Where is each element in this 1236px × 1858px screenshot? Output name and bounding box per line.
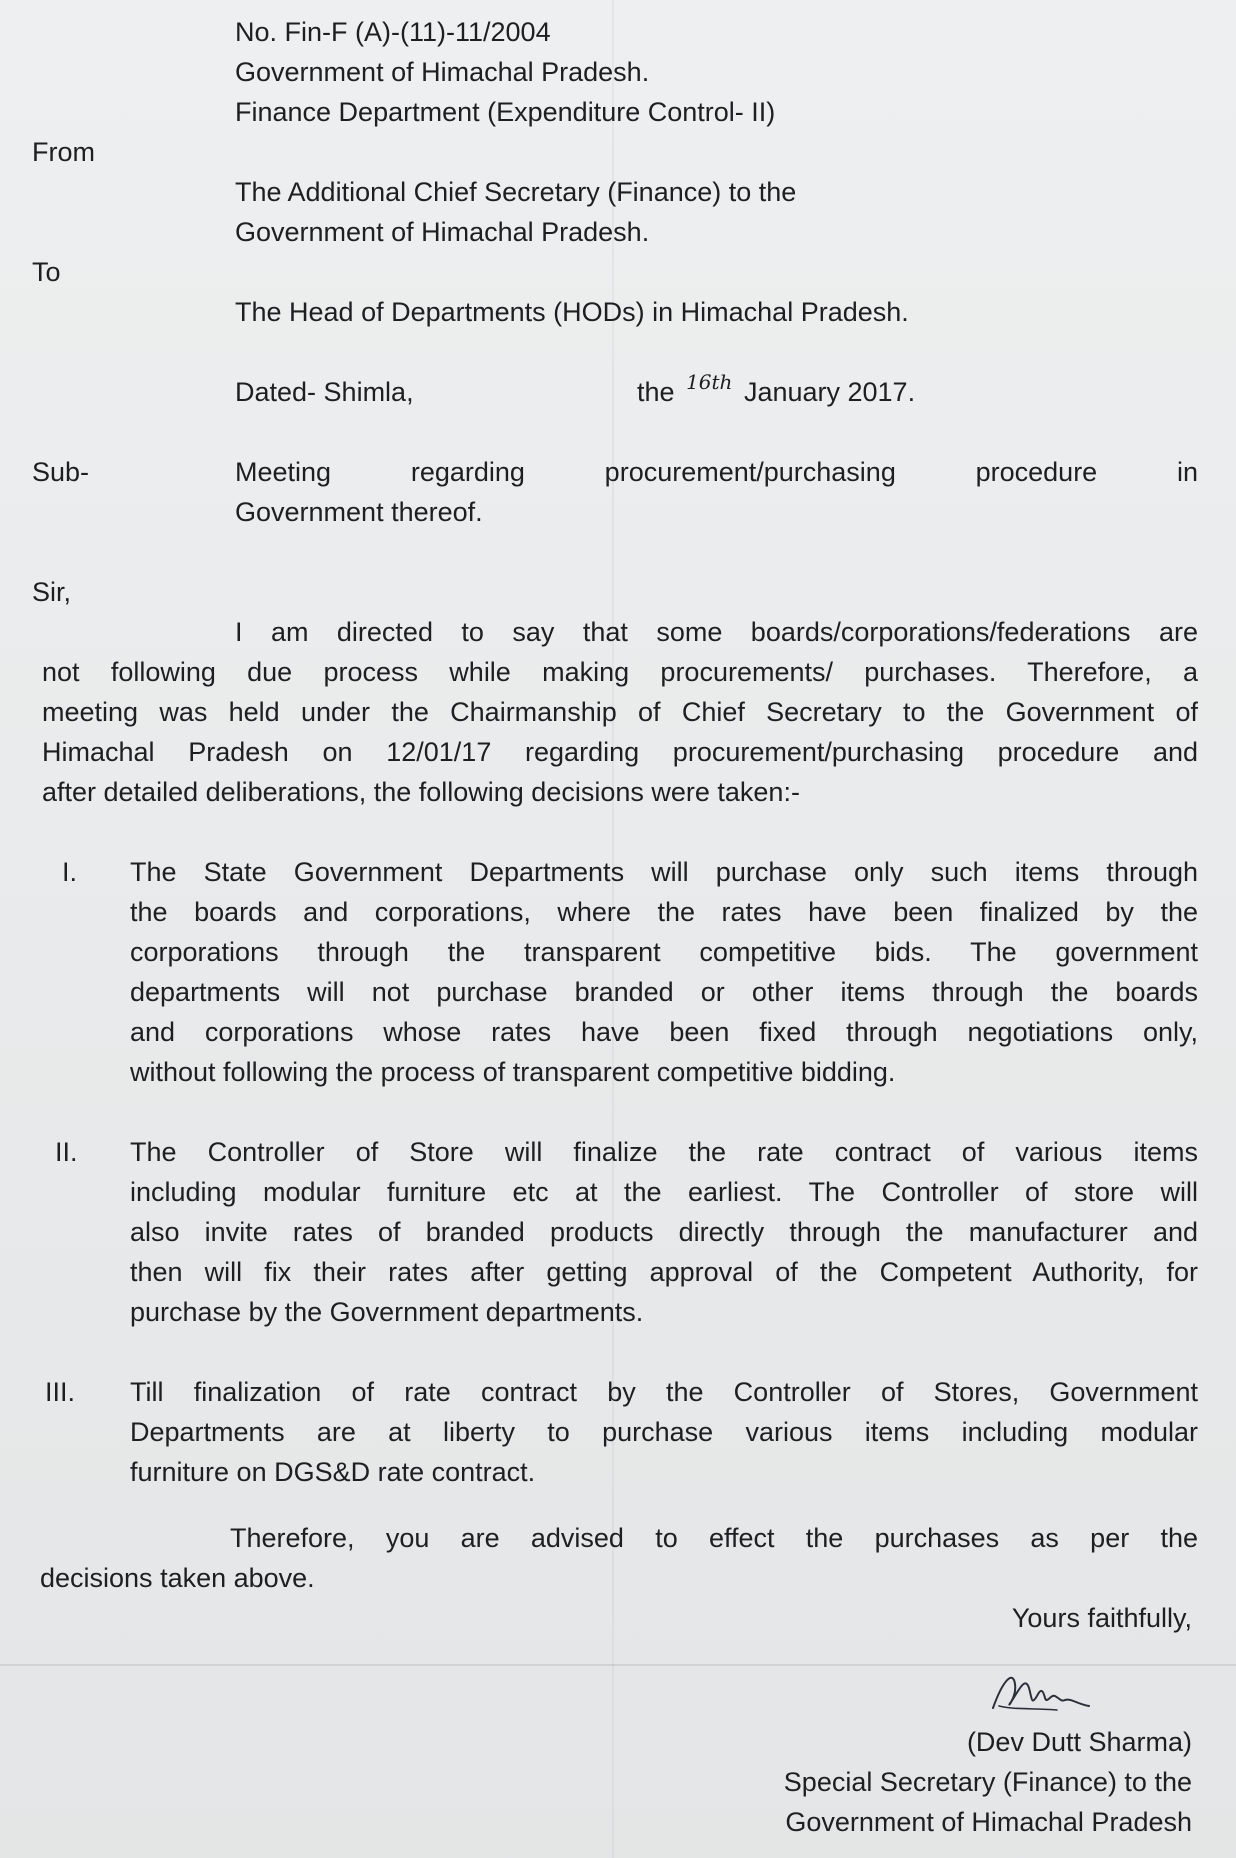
decision-3-line-2: Departments are at liberty to purchase various items including modular — [130, 1417, 1198, 1447]
closing-line-2: decisions taken above. — [40, 1563, 315, 1593]
intro-line-4: Himachal Pradesh on 12/01/17 regarding procurement/purchasing procedure and — [42, 737, 1198, 767]
decision-1-line-2: the boards and corporations, where the rates have been finalized by the — [130, 897, 1198, 927]
decision-2-text — [130, 1132, 1198, 1332]
decision-1-line-5: and corporations whose rates have been fixed through negotiations only, — [130, 1017, 1198, 1047]
decision-2-line-2: including modular furniture etc at the earliest. The Controller of store will — [130, 1177, 1198, 1207]
yours-faithfully: Yours faithfully, — [1011, 1603, 1192, 1633]
intro-line-1: I am directed to say that some boards/corporations/federations are — [235, 617, 1198, 647]
subject-line-1: Meeting regarding procurement/purchasing procedure in — [235, 457, 1198, 487]
dated-place: Dated- Shimla, — [235, 377, 414, 407]
closing-paragraph — [40, 1518, 1198, 1598]
header-government: Government of Himachal Pradesh. — [235, 57, 650, 87]
subject-label: Sub- — [32, 457, 90, 487]
decision-2-numeral: II. — [55, 1137, 78, 1167]
from-label: From — [32, 137, 95, 167]
decision-1-line-4: departments will not purchase branded or other items through the boards — [130, 977, 1198, 1007]
decision-1-text — [130, 852, 1198, 1092]
to-label: To — [32, 257, 61, 287]
signatory-government: Government of Himachal Pradesh — [785, 1807, 1192, 1837]
signatory-designation: Special Secretary (Finance) to the — [783, 1767, 1192, 1797]
handwritten-day: 16th — [686, 370, 733, 394]
subject-text — [235, 452, 1198, 532]
intro-line-5: after detailed deliberations, the following decisions were taken:- — [42, 777, 800, 807]
decision-2-line-4: then will fix their rates after getting approval of the Competent Authority, for — [130, 1257, 1198, 1287]
intro-paragraph — [42, 612, 1198, 812]
to-line-1: The Head of Departments (HODs) in Himachal Pradesh. — [235, 297, 909, 327]
decision-1-line-3: corporations through the transparent competitive bids. The government — [130, 937, 1198, 967]
reference-number: No. Fin-F (A)-(11)-11/2004 — [235, 17, 551, 47]
dated-date — [637, 372, 915, 414]
intro-line-3: meeting was held under the Chairmanship of Chief Secretary to the Government of — [42, 697, 1198, 727]
decision-1-line-6: without following the process of transparent competitive bidding. — [130, 1057, 896, 1087]
decision-1-line-1: The State Government Departments will purchase only such items through — [130, 857, 1198, 887]
decision-1-numeral: I. — [62, 857, 78, 887]
from-line-1: The Additional Chief Secretary (Finance) to the — [235, 177, 797, 207]
decision-3-numeral: III. — [45, 1377, 76, 1407]
from-line-2: Government of Himachal Pradesh. — [235, 217, 650, 247]
header-department: Finance Department (Expenditure Control- II) — [235, 97, 776, 127]
decision-2-line-3: also invite rates of branded products directly through the manufacturer and — [130, 1217, 1198, 1247]
subject-line-2: Government thereof. — [235, 497, 483, 527]
signature-icon — [985, 1660, 1105, 1730]
decision-3-line-3: furniture on DGS&D rate contract. — [130, 1457, 536, 1487]
intro-line-2: not following due process while making procurements/ purchases. Therefore, a — [42, 657, 1198, 687]
signatory-name: (Dev Dutt Sharma) — [966, 1727, 1192, 1757]
decision-3-text — [130, 1372, 1198, 1492]
closing-line-1: Therefore, you are advised to effect the purchases as per the — [230, 1523, 1198, 1553]
salutation: Sir, — [32, 577, 72, 607]
decision-3-line-1: Till finalization of rate contract by the Controller of Stores, Government — [130, 1377, 1198, 1407]
decision-2-line-5: purchase by the Government departments. — [130, 1297, 644, 1327]
decision-2-line-1: The Controller of Store will finalize the rate contract of various items — [130, 1137, 1198, 1167]
dated-the: the — [637, 377, 675, 407]
dated-month-year: January 2017. — [743, 377, 916, 407]
